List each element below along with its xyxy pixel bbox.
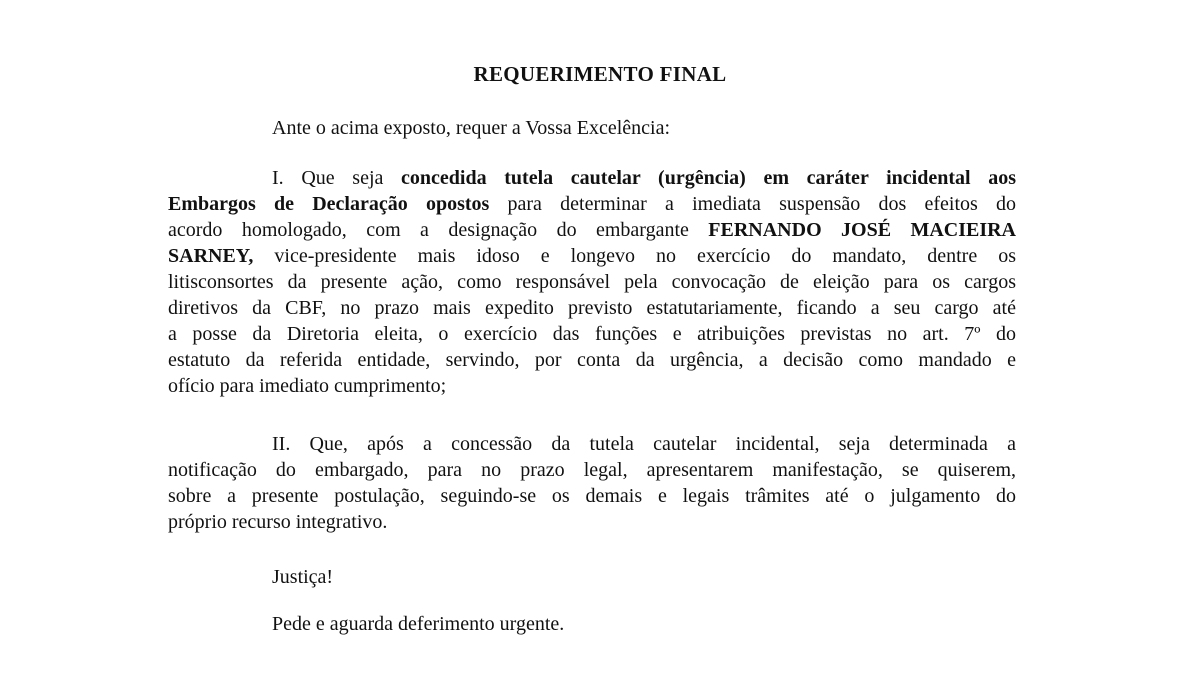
closing-request: Pede e aguarda deferimento urgente. (272, 613, 565, 635)
item1-line7: a posse da Diretoria eleita, o exercício das funções e atribuições previstas no art. 7º do (168, 323, 1016, 345)
item1-line4-text: vice-presidente mais idoso e longevo no exercício do mandato, dentre os (253, 245, 1016, 267)
item1-line9: ofício para imediato cumprimento; (168, 375, 447, 397)
item1-line4 (168, 243, 1016, 269)
item1-line2-text: para determinar a imediata suspensão dos efeitos do (489, 193, 1017, 215)
item1-line2-bold: Embargos de Declaração opostos (168, 193, 490, 215)
item2-line2: notificação do embargado, para no prazo legal, apresentarem manifestação, se quiserem, (168, 459, 1016, 481)
closing-justice: Justiça! (272, 566, 334, 588)
document-title: REQUERIMENTO FINAL (473, 62, 727, 86)
item1-line3-bold: FERNANDO JOSÉ MACIEIRA (708, 219, 1017, 241)
item1-line1 (272, 165, 1016, 191)
item1-line1-text: I. Que seja (272, 167, 402, 189)
item2-line4: próprio recurso integrativo. (168, 511, 388, 533)
item1-line3 (168, 217, 1016, 243)
intro-paragraph: Ante o acima exposto, requer a Vossa Excelência: (272, 117, 671, 139)
item2-line1: II. Que, após a concessão da tutela cautelar incidental, seja determinada a (272, 433, 1016, 455)
item2-line3: sobre a presente postulação, seguindo-se os demais e legais trâmites até o julgamento do (168, 485, 1016, 507)
item1-line5: litisconsortes da presente ação, como responsável pela convocação de eleição para os cargos (168, 271, 1016, 293)
item1-line6: diretivos da CBF, no prazo mais expedito previsto estatutariamente, ficando a seu cargo até (168, 297, 1016, 319)
item1-line1-bold: concedida tutela cautelar (urgência) em caráter incidental aos (401, 167, 1016, 189)
item1-line2 (168, 191, 1016, 217)
item1-line8: estatuto da referida entidade, servindo, por conta da urgência, a decisão como mandado e (168, 349, 1016, 371)
item1-line4-bold: SARNEY, (168, 245, 254, 267)
item1-line3-text: acordo homologado, com a designação do embargante (168, 219, 709, 241)
